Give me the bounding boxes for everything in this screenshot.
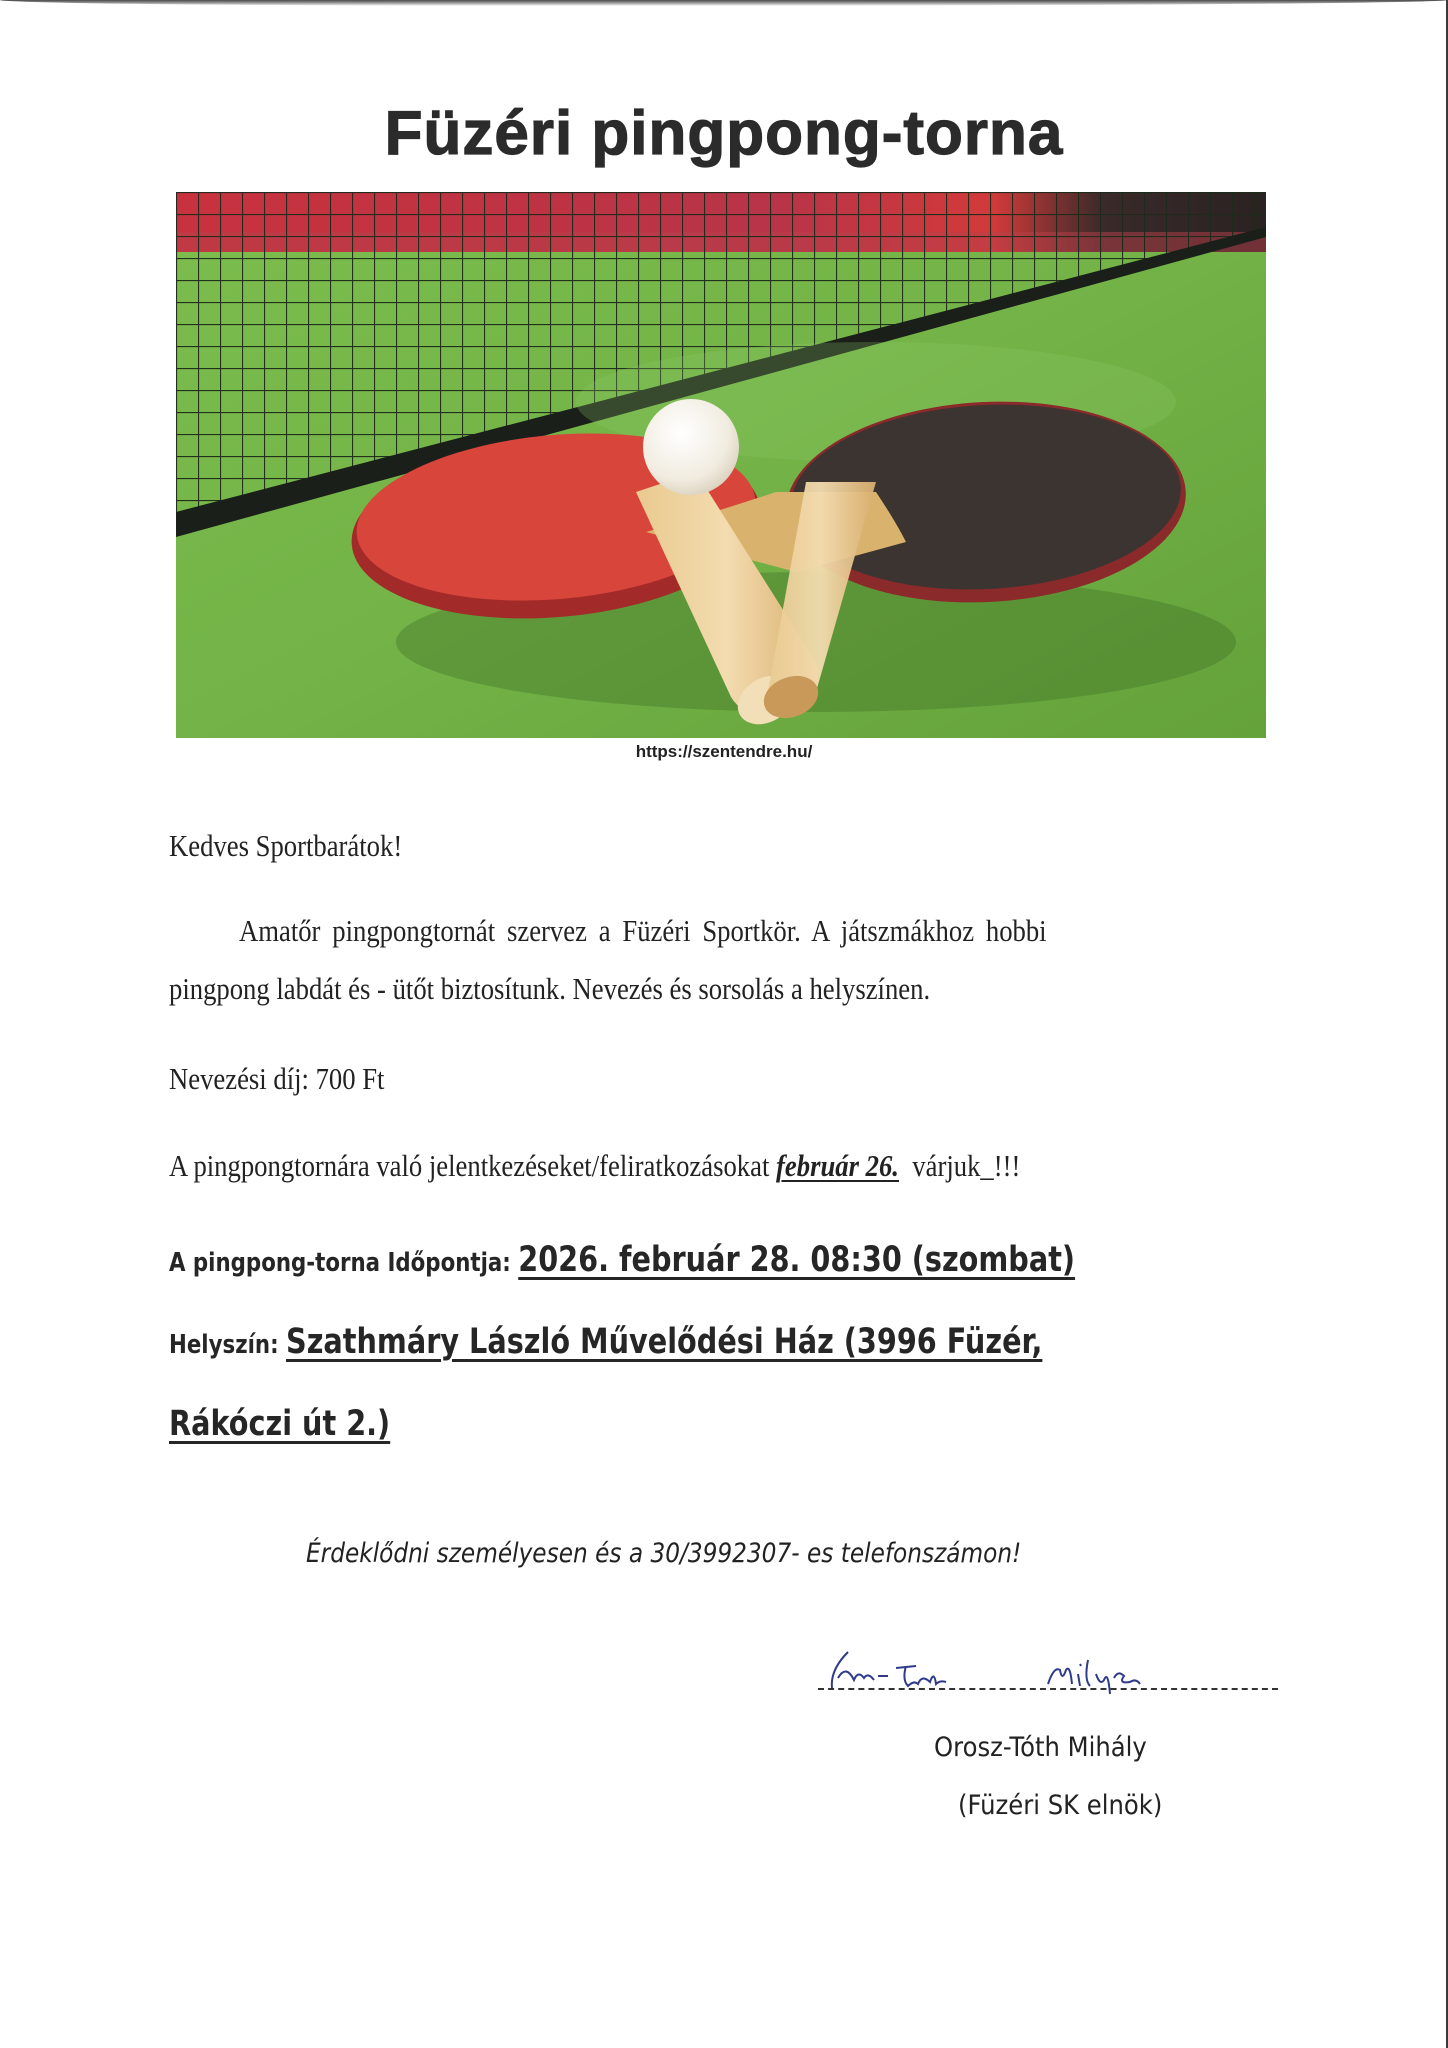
contact-info: Érdeklődni személyesen és a 30/3992307- es telefonszámon! [306,1538,1022,1569]
event-time-label: A pingpong-torna Időpontja: [169,1248,519,1278]
event-location-label: Helyszín: [169,1330,287,1360]
scan-edge-top [0,0,1448,6]
signup-deadline-line [169,1148,1020,1184]
event-location [169,1322,1042,1362]
signup-deadline: február 26. [776,1148,899,1183]
signup-text-after: várjuk_!!! [898,1148,1021,1183]
intro-paragraph-line2: pingpong labdát és - ütőt biztosítunk. Nevezés és sorsolás a helyszínen. [169,971,931,1006]
signature-line [818,1688,1278,1690]
signer-name: Orosz-Tóth Mihály [934,1732,1147,1763]
pingpong-illustration [176,192,1266,738]
greeting: Kedves Sportbarátok! [169,828,403,863]
signup-text-before: A pingpongtornára való jelentkezéseket/feliratkozásokat [169,1148,777,1183]
event-location-cont [169,1404,390,1444]
event-time [169,1240,1075,1280]
entry-fee: Nevezési díj: 700 Ft [169,1061,385,1096]
signer-role: (Füzéri SK elnök) [958,1790,1163,1821]
pingpong-photo [176,192,1266,738]
event-time-value: 2026. február 28. 08:30 (szombat) [518,1240,1076,1280]
event-location-value-line1: Szathmáry László Művelődési Ház (3996 Füzér, [286,1322,1043,1362]
event-location-value-line2: Rákóczi út 2.) [169,1404,391,1444]
intro-paragraph-line1: Amatőr pingpongtornát szervez a Füzéri Sportkör. A játszmákhoz hobbi [239,913,1047,948]
signature-block [818,1640,1280,1696]
image-caption: https://szentendre.hu/ [635,742,813,761]
page-title: Füzéri pingpong-torna [384,99,1064,168]
